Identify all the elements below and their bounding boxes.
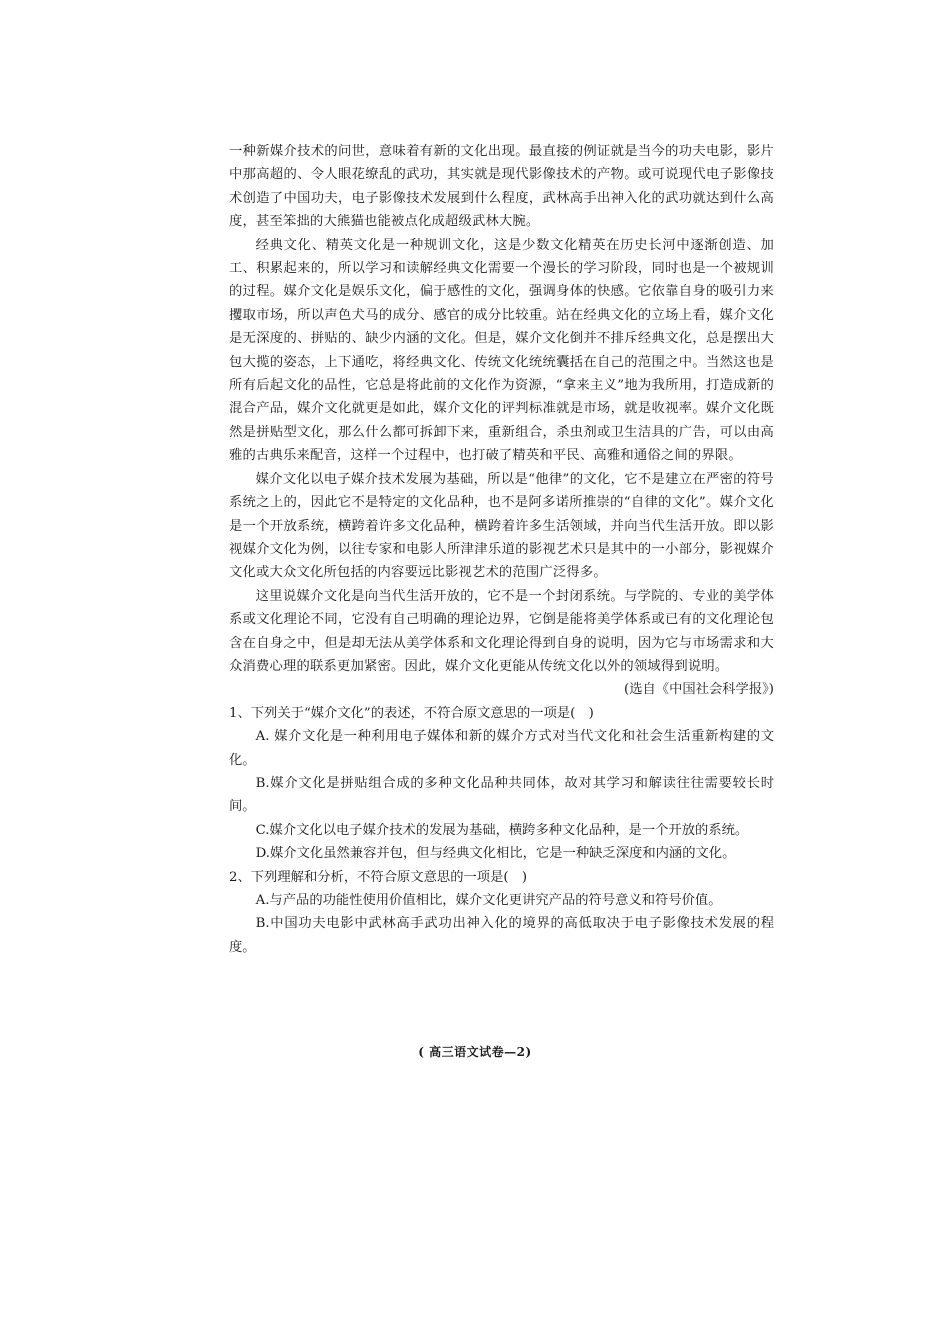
page-footer: ( 高三语文试卷—2) [418,1045,532,1059]
passage-paragraph-3: 媒介文化以电子媒介技术发展为基础，所以是“他律”的文化，它不是建立在严密的符号系统之上的，因此它不是特定的文化品种，也不是阿多诺所推崇的“自律的文化”。媒介文化是一个开放系统，横跨着许多文化品种，横跨着许多生活领域，并向当代生活开放。即以影视媒介文化为例，以往专家和电影人所津津乐道的影视艺术只是其中的一小部分，影视媒介文化或大众文化所包括的内容要远比影视艺术的范围广泛得多。 [229,471,774,581]
question-1-option-a: A. 媒介文化是一种利用电子媒体和新的媒介方式对当代文化和社会生活重新构建的文化。 [229,729,774,768]
question-2-stem: 2、下列理解和分析，不符合原文意思的一项是( ) [229,869,528,885]
passage-source: (选自《中国社会科学报》) [624,682,774,698]
question-1 [229,702,774,866]
question-1-stem: 1、下列关于“媒介文化”的表述，不符合原文意思的一项是( ) [229,705,594,721]
passage-paragraph-1: 一种新媒介技术的问世，意味着有新的文化出现。最直接的例证就是当今的功夫电影，影片中那高超的、令人眼花缭乱的武功，其实就是现代影像技术的产物。或可说现代电子影像技术创造了中国功夫，电子影像技术发展到什么程度，武林高手出神入化的武功就达到什么高度，甚至笨拙的大熊猫也能被点化成超级武林大腕。 [229,144,774,230]
passage-paragraph-4: 这里说媒介文化是向当代生活开放的，它不是一个封闭系统。与学院的、专业的美学体系或文化理论不同，它没有自己明确的理论边界，它倒是能将美学体系或已有的文化理论包含在自身之中，但是却无法从美学体系和文化理论得到自身的说明，因为它与市场需求和大众消费心理的联系更加紧密。因此，媒介文化更能从传统文化以外的领域得到说明。 [229,588,774,674]
question-2-option-a: A.与产品的功能性使用价值相比，媒介文化更讲究产品的符号意义和符号价值。 [255,893,722,908]
question-2 [229,866,774,960]
question-1-option-b: B.媒介文化是拼贴组合成的多种文化品种共同体，故对其学习和解读往往需要较长时间。 [229,775,774,815]
question-1-option-c: C.媒介文化以电子媒介技术的发展为基础，横跨多种文化品种，是一个开放的系统。 [255,822,749,838]
question-2-option-b: B.中国功夫电影中武林高手武功出神入化的境界的高低取决于电子影像技术发展的程度。 [229,916,774,955]
question-1-option-d: D.媒介文化虽然兼容并包，但与经典文化相比，它是一种缺乏深度和内涵的文化。 [255,846,736,862]
exam-page [229,140,774,959]
passage-paragraph-2: 经典文化、精英文化是一种规训文化，这是少数文化精英在历史长河中逐渐创造、加工、积累起来的，所以学习和读解经典文化需要一个漫长的学习阶段，同时也是一个被规训的过程。媒介文化是娱乐文化，偏于感性的文化，强调身体的快感。它依靠自身的吸引力来攫取市场，所以声色犬马的成分、感官的成分比较重。站在经典文化的立场上看，媒介文化是无深度的、拼贴的、缺少内涵的文化。但是，媒介文化倒并不排斥经典文化，总是摆出大包大揽的姿态，上下通吃，将经典文化、传统文化统统囊括在自己的范围之中。当然这也是所有后起文化的品性，它总是将此前的文化作为资源，“拿来主义”地为我所用，打造成新的混合产品，媒介文化就更是如此，媒介文化的评判标准就是市场，就是收视率。媒介文化既然是拼贴型文化，那么什么都可拆卸下来，重新组合，杀虫剂或卫生洁具的广告，可以由高雅的古典乐来配音，这样一个过程中，也打破了精英和平民、高雅和通俗之间的界限。 [229,237,774,464]
